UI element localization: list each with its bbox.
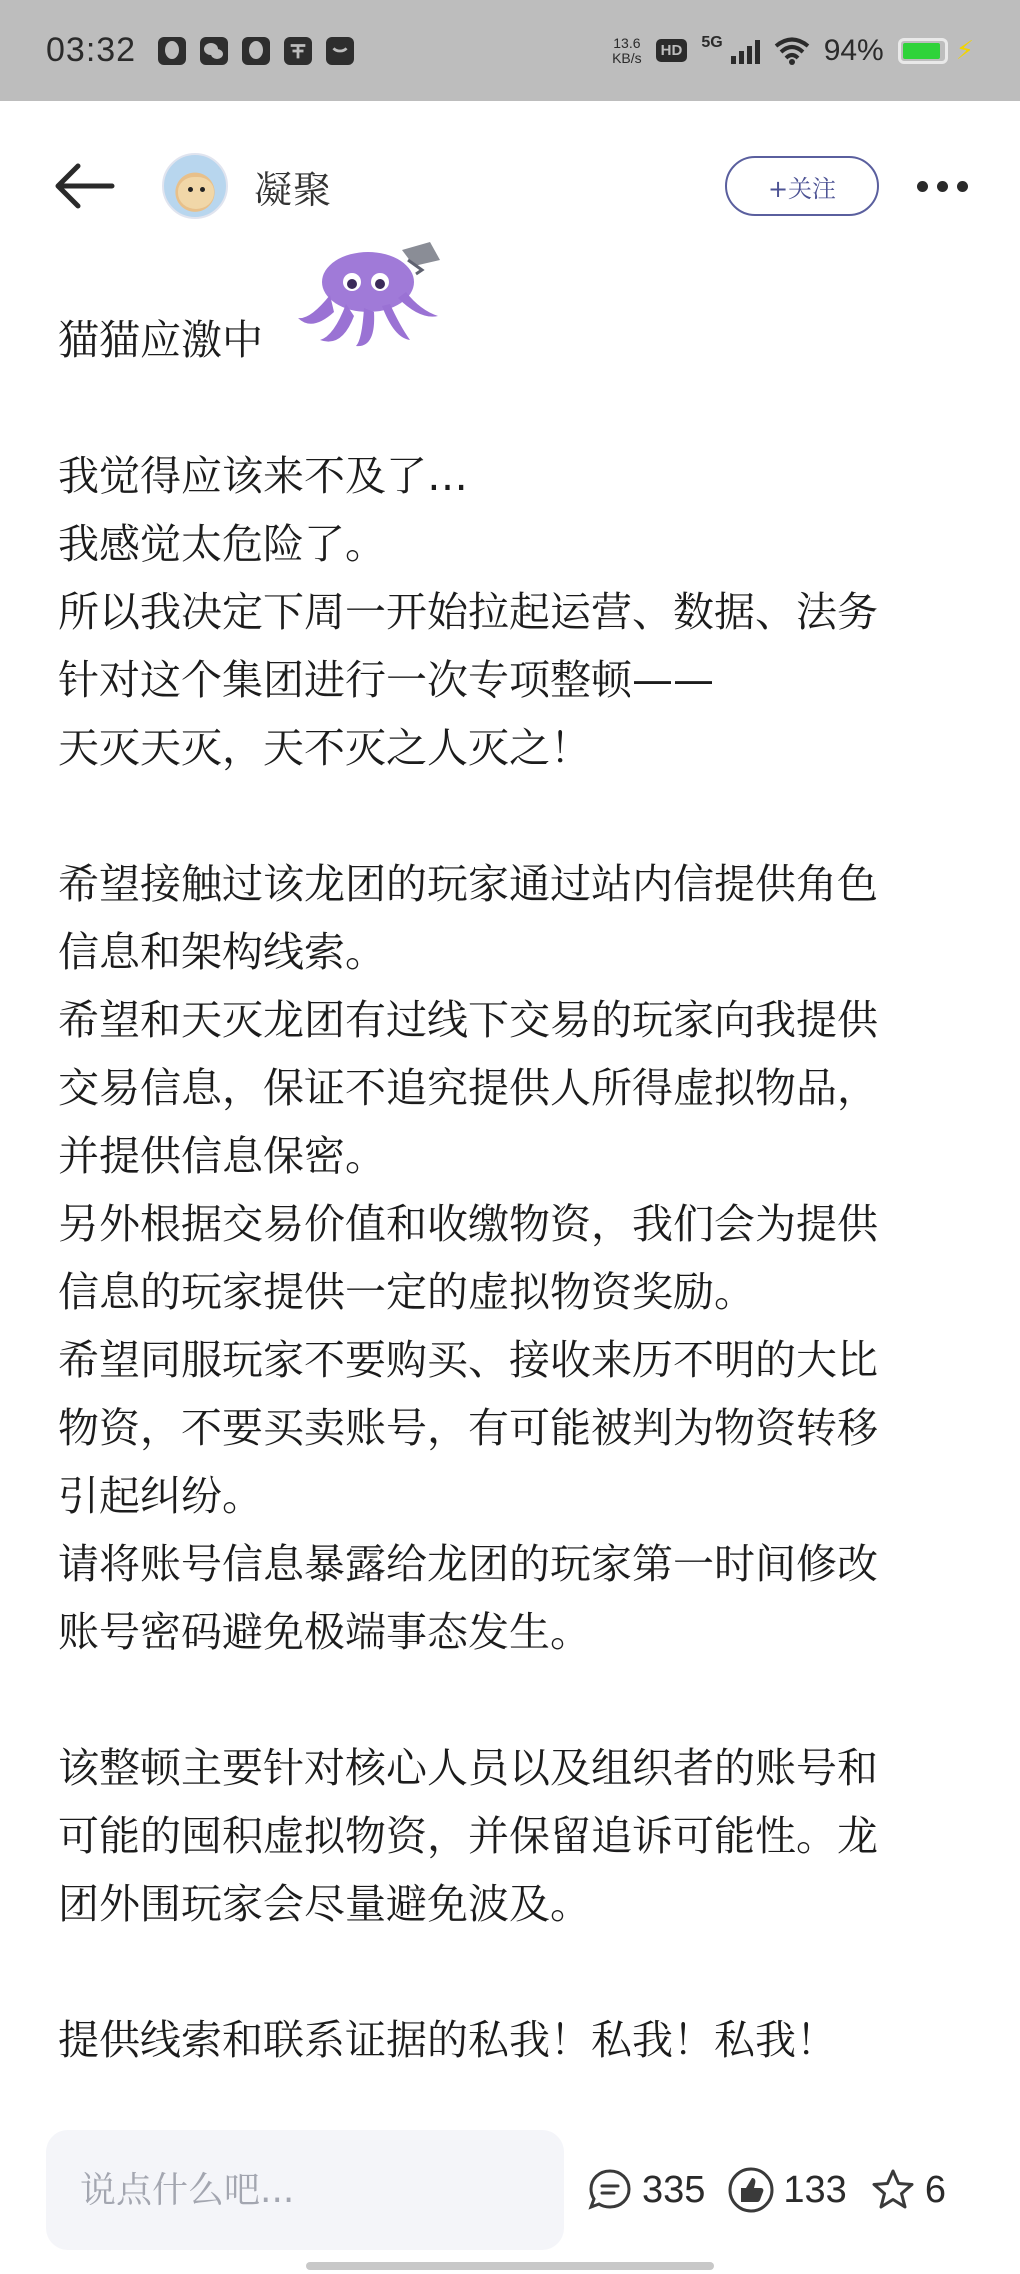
comment-icon xyxy=(586,2166,634,2214)
message-icon xyxy=(326,37,354,65)
post-header xyxy=(0,101,1020,271)
battery-fill xyxy=(903,43,941,59)
username[interactable]: 凝聚 xyxy=(254,167,333,212)
post-text-line: 天灭天灭，天不灭之人灭之！ xyxy=(58,724,591,772)
post-text-line: 所以我决定下周一开始拉起运营、数据、法务 xyxy=(58,588,878,636)
thumbs-up-icon xyxy=(727,2166,775,2214)
battery-percent: 94% xyxy=(823,33,884,67)
comment-button[interactable] xyxy=(586,2166,705,2214)
post-text-line: 针对这个集团进行一次专项整顿—— xyxy=(58,656,714,704)
post-text-line: 希望接触过该龙团的玩家通过站内信提供角色 xyxy=(58,860,878,908)
post-text-line: 信息和架构线索。 xyxy=(58,928,386,976)
post-text-line: 希望同服玩家不要购买、接收来历不明的大比 xyxy=(58,1336,878,1384)
status-time: 03:32 xyxy=(46,31,137,69)
like-count: 133 xyxy=(783,2168,847,2211)
wifi-icon xyxy=(774,37,810,65)
post-text-line: 并提供信息保密。 xyxy=(58,1132,386,1180)
blank-line xyxy=(58,1938,978,2006)
bottom-action-bar xyxy=(0,2120,1020,2260)
post-text-line: 信息的玩家提供一定的虚拟物资奖励。 xyxy=(58,1268,755,1316)
like-button[interactable] xyxy=(727,2166,846,2214)
post-content xyxy=(58,306,978,2074)
notification-icons xyxy=(158,37,354,65)
post-text-line: 物资，不要买卖账号，有可能被判为物资转移 xyxy=(58,1404,878,1452)
post-text-line: 提供线索和联系证据的私我！私我！私我！ xyxy=(58,2016,837,2064)
follow-button[interactable]: +关注 xyxy=(725,156,879,216)
post-text-line: 另外根据交易价值和收缴物资，我们会为提供 xyxy=(58,1200,878,1248)
network-type: 5G xyxy=(701,33,723,51)
comment-count: 335 xyxy=(642,2168,706,2211)
blank-line xyxy=(58,1666,978,1734)
post-text-line: 可能的囤积虚拟物资，并保留追诉可能性。龙 xyxy=(58,1812,878,1860)
network-speed xyxy=(612,36,642,66)
post-text-line: 我感觉太危险了。 xyxy=(58,520,386,568)
back-arrow-icon[interactable] xyxy=(52,161,116,211)
more-options-icon[interactable] xyxy=(917,166,968,206)
battery-icon xyxy=(898,38,948,64)
wechat-icon xyxy=(200,37,228,65)
comment-input[interactable] xyxy=(46,2130,564,2250)
post-text-line: 我觉得应该来不及了… xyxy=(58,452,468,500)
action-buttons xyxy=(586,2166,946,2214)
qq-icon xyxy=(242,37,270,65)
home-indicator[interactable] xyxy=(306,2262,714,2270)
post-text-line: 交易信息，保证不追究提供人所得虚拟物品， xyxy=(58,1064,878,1112)
blank-line xyxy=(58,374,978,442)
avatar[interactable] xyxy=(162,153,228,219)
post-text-line: 该整顿主要针对核心人员以及组织者的账号和 xyxy=(58,1744,878,1792)
status-bar xyxy=(0,0,1020,101)
charging-icon: ⚡ xyxy=(955,35,974,65)
status-right xyxy=(612,34,974,68)
post-text-line: 希望和天灭龙团有过线下交易的玩家向我提供 xyxy=(58,996,878,1044)
network-speed-value: 13.6 xyxy=(613,34,641,51)
post-text-line: 引起纠纷。 xyxy=(58,1472,263,1520)
qq-icon xyxy=(158,37,186,65)
favorite-count: 6 xyxy=(924,2168,946,2211)
post-text-line: 请将账号信息暴露给龙团的玩家第一时间修改 xyxy=(58,1540,878,1588)
blank-line xyxy=(58,782,978,850)
signal-icon xyxy=(731,38,760,64)
post-text-line: 账号密码避免极端事态发生。 xyxy=(58,1608,591,1656)
post-text-line: 猫猫应激中 xyxy=(58,316,263,364)
star-icon xyxy=(869,2166,917,2214)
payment-icon xyxy=(284,37,312,65)
hd-badge: HD xyxy=(656,39,688,62)
network-speed-unit: KB/s xyxy=(612,49,642,66)
post-text-line: 团外围玩家会尽量避免波及。 xyxy=(58,1880,591,1928)
favorite-button[interactable] xyxy=(869,2166,946,2214)
